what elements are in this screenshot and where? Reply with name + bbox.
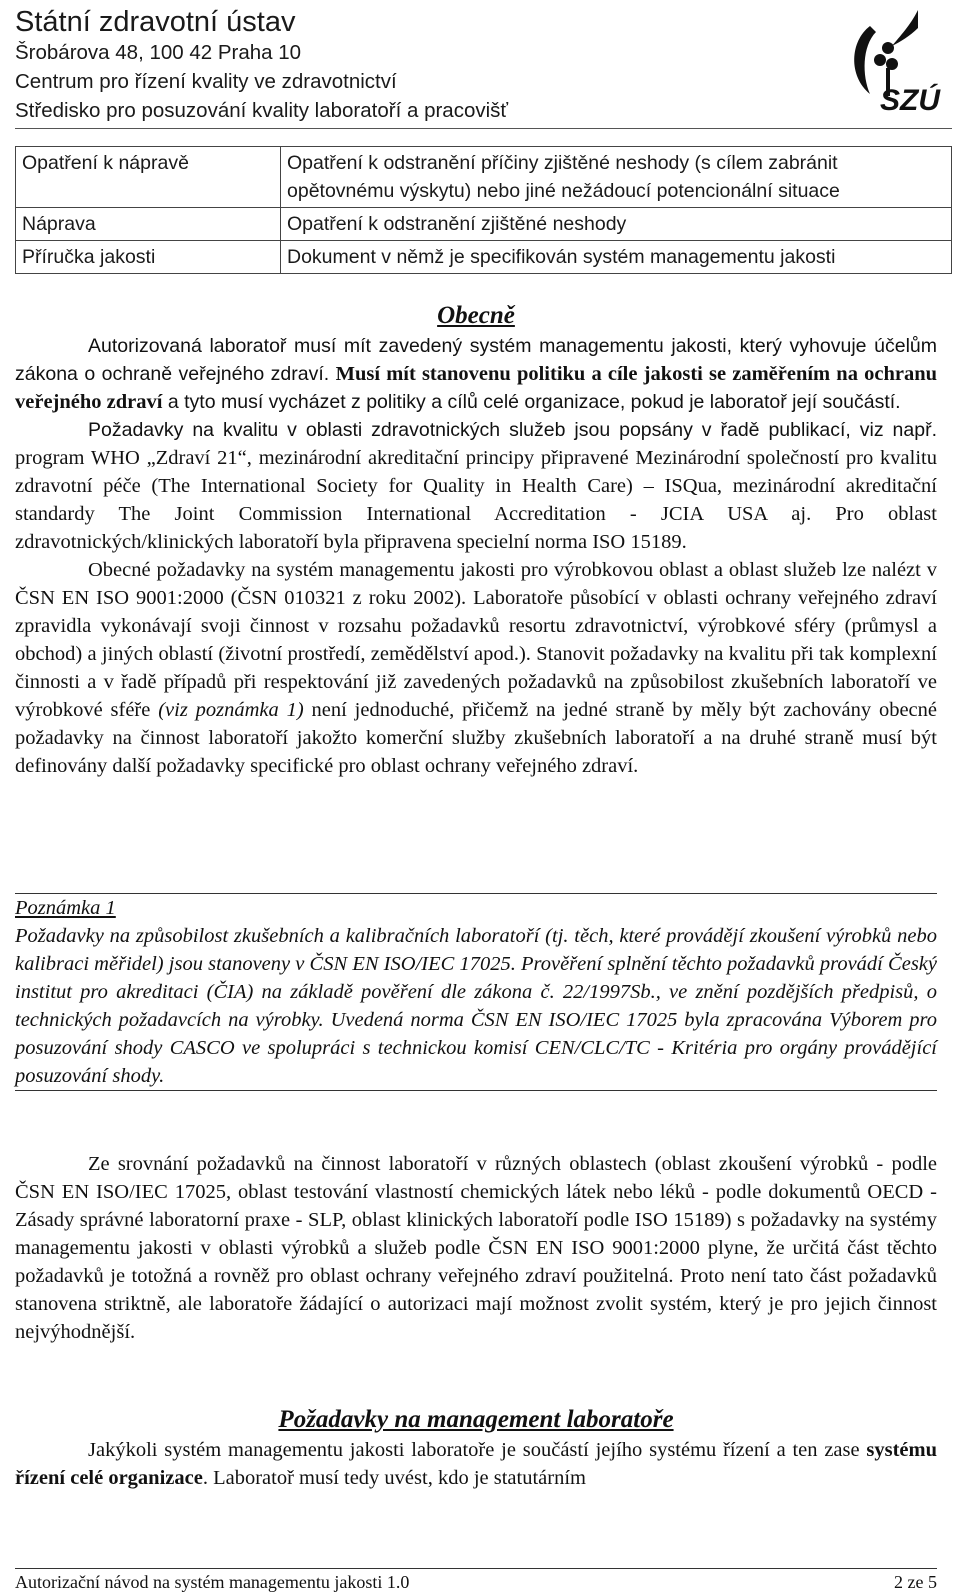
- definition-term: Příručka jakosti: [16, 241, 281, 274]
- definition-text: Dokument v němž je specifikován systém managementu jakosti: [281, 241, 952, 274]
- management-paragraph: [15, 1436, 937, 1492]
- general-p1-text-end: a tyto musí vycházet z politiky a cílů celé organizace, pokud je laboratoř její součástí.: [162, 391, 901, 413]
- note-text: Požadavky na způsobilost zkušebních a kalibračních laboratoří (tj. těch, které provádějí zkoušení výrobků nebo kalibraci měřidel) jsou stanoveny v ČSN EN ISO/IEC 17025. Prověření splnění těchto požadavků provádí Český institut pro akreditaci (ČIA) na základě pověření dle zákona č. 22/1997Sb., ve znění pozdějších předpisů, o technických požadavcích na výrobky. Uvedená norma ČSN EN ISO/IEC 17025 byla zpracována Výborem pro posuzování shody CASCO ve spolupráci s technickou komisí CEN/CLC/TC - Kritéria pro orgány provádějící posuzování shody.: [15, 925, 937, 1087]
- management-text-bold: systému řízení celé organizace: [15, 1439, 937, 1489]
- table-row: [16, 208, 952, 241]
- definitions-table: [15, 146, 952, 274]
- definition-text: Opatření k odstranění příčiny zjištěné neshody (s cílem zabránit opětovnému výskytu) nebo jiné nežádoucí potencionální situace: [281, 147, 952, 208]
- management-section: [15, 1404, 937, 1492]
- logo-text: SZÚ: [880, 84, 940, 117]
- szu-logo: [840, 6, 952, 118]
- general-p3-text-end: není jednoduché, přičemž na jedné straně by měly být zachovány obecné požadavky na činnost laboratoří jakožto komerční služby zkušebních laboratoří a na druhé straně musí být definovány další požadavky specifické pro oblast ochrany veřejného zdraví.: [15, 699, 937, 777]
- management-text-end: . Laboratoř musí tedy uvést, kdo je statutárním: [202, 1467, 586, 1489]
- note-box: [15, 893, 937, 1091]
- footer-document-title: Autorizační návod na systém managementu jakosti 1.0: [15, 1572, 410, 1592]
- definition-term: Náprava: [16, 208, 281, 241]
- comparison-paragraph: Ze srovnání požadavků na činnost laboratoří v různých oblastech (oblast zkoušení výrobků - podle ČSN EN ISO/IEC 17025, oblast testování vlastností chemických látek nebo léků - podle dokumentů OECD - Zásady správné laboratorní praxe - SLP, oblast klinických laboratoří podle ISO 15189) s požadavky na systémy managementu jakosti v oblasti výrobků a služeb podle ČSN EN ISO 9001:2000 plyne, že určitá část těchto požadavků je totožná a rovněž pro oblast ochrany veřejného zdraví použitelná. Proto není tato část požadavků stanovena striktně, ale laboratoře žádající o autorizaci mají možnost zvolit systém, který je pro jejich činnost nejvýhodnější.: [15, 1153, 937, 1343]
- table-row: [16, 241, 952, 274]
- general-p1-bold: Musí mít stanovenu politiku a cíle jakosti se zaměřením na ochranu veřejného zdraví: [15, 363, 937, 413]
- management-text: Jakýkoli systém managementu jakosti laboratoře je součástí jejího systému řízení a ten zase: [88, 1439, 867, 1461]
- general-paragraph-1: [15, 332, 937, 416]
- institution-address: Šrobárova 48, 100 42 Praha 10: [15, 41, 302, 64]
- department-name: Středisko pro posuzování kvality laboratoří a pracovišť: [15, 99, 509, 122]
- general-p3-note-ref: (viz poznámka 1): [158, 699, 304, 721]
- comparison-section: [15, 1150, 937, 1346]
- general-p1-text: Autorizovaná laboratoř musí mít zavedený systém managementu jakosti, který vyhovuje účelům zákona o ochraně veřejného zdraví.: [15, 335, 937, 385]
- general-p3-text: Obecné požadavky na systém managementu jakosti pro výrobkovou oblast a oblast služeb lze nalézt v ČSN EN ISO 9001:2000 (ČSN 010321 z roku 2002). Laboratoře působící v oblasti ochrany veřejného zdraví zpravidla vykonávají svoji činnost v rozsahu požadavků resortu zdravotnictví, výrobkové sféry (průmysl a obchod) a jiných oblastí (životní prostředí, zemědělství apod.). Stanovit požadavky na kvalitu při tak komplexní činnosti a v řadě případů při respektování již zavedených požadavků na způsobilost zkušebních laboratoří ve výrobkové sféře: [15, 559, 937, 721]
- footer-page-number: 2 ze 5: [894, 1572, 937, 1592]
- institution-name: Státní zdravotní ústav: [15, 6, 296, 38]
- general-paragraph-2: [15, 416, 937, 556]
- general-p2-text-cont: program WHO „Zdraví 21“, mezinárodní akreditační principy připravené Mezinárodní společností pro kvalitu zdravotní péče (The International Society for Quality in Health Care) – ISQua, mezinárodní akreditační standardy The Joint Commission International Accreditation - JCIA USA aj. Pro oblast zdravotnických/klinických laboratoří byla připravena specielní norma ISO 15189.: [15, 447, 937, 553]
- note-title: Poznámka 1: [15, 897, 116, 919]
- general-paragraph-3: [15, 556, 937, 780]
- centre-name: Centrum pro řízení kvality ve zdravotnictví: [15, 70, 397, 93]
- document-page: [15, 0, 952, 1595]
- section-heading-general: Obecně: [437, 302, 515, 329]
- general-section: [15, 300, 937, 780]
- section-heading-management: Požadavky na management laboratoře: [278, 1406, 674, 1433]
- definition-term: Opatření k nápravě: [16, 147, 281, 208]
- document-header: [15, 6, 952, 129]
- general-p2-text: Požadavky na kvalitu v oblasti zdravotnických služeb jsou popsány v řadě publikací, viz např.: [88, 419, 937, 441]
- page-footer: [15, 1568, 937, 1595]
- table-row: [16, 147, 952, 208]
- definition-text: Opatření k odstranění zjištěné neshody: [281, 208, 952, 241]
